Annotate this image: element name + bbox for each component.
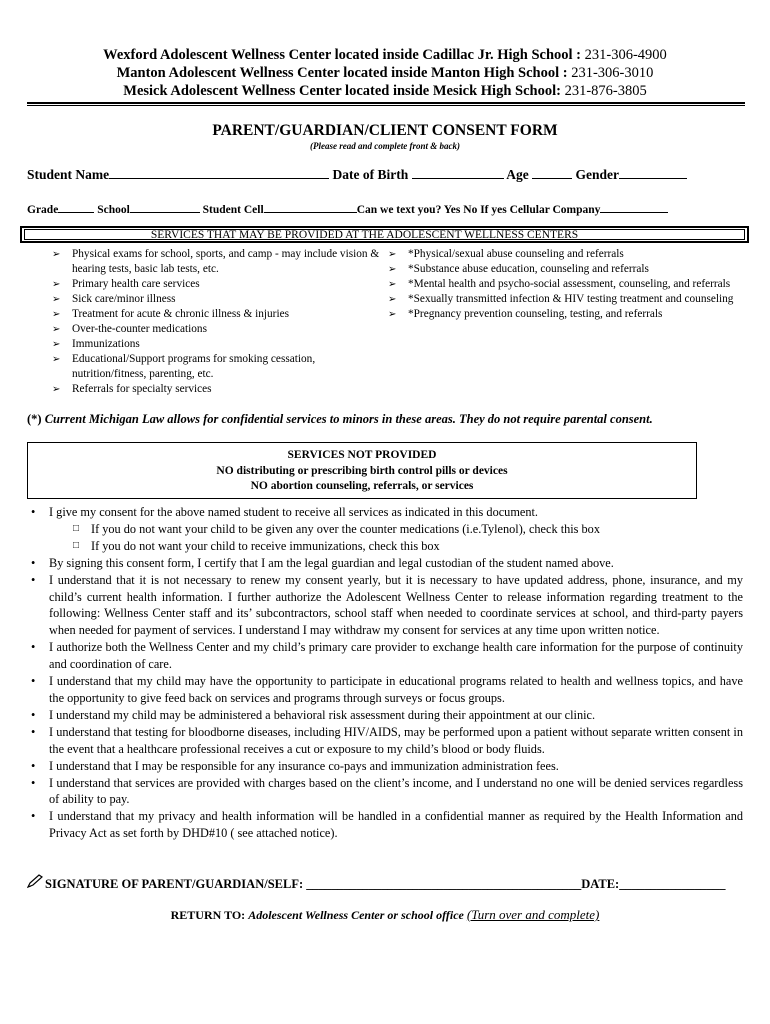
consent-item	[27, 555, 743, 572]
arrow-bullet-icon: ➢	[52, 249, 61, 260]
consent-item	[27, 639, 743, 673]
services-not-provided-box	[27, 442, 697, 499]
school-info-row	[27, 200, 668, 216]
header-mesick-phone: 231-876-3805	[564, 83, 647, 99]
optout-text: If you do not want your child to receive immunizations, check this box	[91, 538, 440, 553]
service-text: Treatment for acute & chronic illness & injuries	[72, 308, 289, 320]
consent-text: I understand that I may be responsible for any insurance co-pays and immunization administration fees.	[49, 758, 559, 773]
return-instructions	[0, 907, 770, 923]
service-text: Primary health care services	[72, 278, 200, 290]
not-provided-line-2: NO abortion counseling, referrals, or services	[250, 480, 474, 492]
service-text: *Pregnancy prevention counseling, testing, and referrals	[408, 308, 663, 320]
age-field[interactable]	[532, 166, 572, 179]
service-text: Educational/Support programs for smoking cessation, nutrition/fitness, parenting, etc.	[72, 353, 316, 380]
list-item	[52, 307, 382, 322]
signature-row	[27, 874, 725, 892]
services-title: SERVICES THAT MAY BE PROVIDED AT THE ADOLESCENT WELLNESS CENTERS	[150, 229, 579, 241]
header-manton-phone: 231-306-3010	[571, 65, 654, 81]
list-item	[388, 262, 738, 277]
bullet-icon: •	[31, 674, 36, 689]
bullet-icon: •	[31, 640, 36, 655]
not-provided-title: SERVICES NOT PROVIDED	[287, 449, 437, 461]
cellular-company-field[interactable]	[600, 200, 668, 213]
arrow-bullet-icon: ➢	[388, 249, 397, 260]
arrow-bullet-icon: ➢	[52, 354, 61, 365]
consent-text: I understand that my child may have the opportunity to participate in educational programs related to health and wellness topics, and have the opportunity to give feed back on services and programs through surveys or focus groups.	[49, 674, 743, 705]
grade-label: Grade	[27, 204, 59, 216]
student-name-label: Student Name	[27, 167, 110, 182]
header-line-wexford	[0, 46, 770, 64]
consent-item	[27, 572, 743, 640]
form-subtitle: (Please read and complete front & back)	[310, 141, 460, 151]
arrow-bullet-icon: ➢	[52, 294, 61, 305]
student-info-row	[27, 166, 687, 183]
consent-item	[27, 775, 743, 809]
bullet-icon: •	[31, 758, 36, 773]
list-item	[388, 307, 738, 322]
service-text: *Substance abuse education, counseling and referrals	[408, 263, 649, 275]
header-mesick-label: Mesick Adolescent Wellness Center located inside Mesick High School:	[123, 83, 561, 99]
optout-text: If you do not want your child to be given any over the counter medications (i.e.Tylenol), check this box	[91, 521, 600, 536]
list-item	[52, 247, 382, 277]
michigan-law-note	[27, 412, 653, 427]
service-text: *Physical/sexual abuse counseling and referrals	[408, 248, 624, 260]
checkbox-icon[interactable]: □	[73, 522, 80, 534]
date-field[interactable]: _________________	[619, 877, 726, 891]
gender-label: Gender	[575, 167, 620, 182]
services-left-list	[52, 247, 382, 397]
header-wexford-label: Wexford Adolescent Wellness Center located inside Cadillac Jr. High School :	[103, 47, 582, 63]
consent-item	[27, 673, 743, 707]
arrow-bullet-icon: ➢	[388, 279, 397, 290]
service-text: *Mental health and psycho-social assessment, counseling, and referrals	[408, 278, 731, 290]
bullet-icon: •	[31, 505, 36, 519]
bullet-icon: •	[31, 809, 36, 824]
school-field[interactable]	[130, 200, 200, 213]
bullet-icon: •	[31, 572, 36, 587]
arrow-bullet-icon: ➢	[388, 294, 397, 305]
header-line-mesick	[0, 82, 770, 100]
service-text: Immunizations	[72, 338, 140, 350]
header-rule	[27, 102, 745, 106]
consent-item	[27, 758, 743, 775]
consent-list	[27, 504, 743, 842]
arrow-bullet-icon: ➢	[52, 384, 61, 395]
list-item	[52, 277, 382, 292]
checkbox-icon[interactable]: □	[73, 539, 80, 551]
gender-field[interactable]	[619, 166, 687, 179]
student-cell-label: Student Cell	[202, 204, 264, 216]
form-title: PARENT/GUARDIAN/CLIENT CONSENT FORM	[212, 122, 558, 139]
age-label: Age	[506, 167, 529, 182]
consent-text: I give my consent for the above named student to receive all services as indicated in this document.	[49, 505, 538, 519]
consent-text: I understand that testing for bloodborne diseases, including HIV/AIDS, may be performed upon a patient without separate written consent in the event that a healthcare professional receives a cut or exposure to my child’s blood or body fluids.	[49, 724, 743, 756]
bullet-icon: •	[31, 775, 36, 790]
return-label: RETURN TO:	[170, 908, 246, 922]
arrow-bullet-icon: ➢	[52, 324, 61, 335]
service-text: Over-the-counter medications	[72, 323, 207, 335]
list-item	[52, 292, 382, 307]
consent-text: I understand that my privacy and health information will be handled in a confidential manner as required by the Health Information and Privacy Act as set forth by DHD#10 ( see attached notice).	[49, 809, 743, 841]
dob-label: Date of Birth	[332, 167, 409, 182]
consent-item	[27, 504, 743, 521]
not-provided-line-1: NO distributing or prescribing birth control pills or devices	[216, 464, 508, 477]
law-note-text: Current Michigan Law allows for confidential services to minors in these areas. They do not require parental consent.	[44, 412, 653, 426]
bullet-icon: •	[31, 724, 36, 739]
law-note-marker: (*)	[27, 412, 42, 426]
consent-item	[27, 808, 743, 842]
list-item	[52, 352, 382, 382]
student-name-field[interactable]	[109, 166, 329, 179]
service-text: Sick care/minor illness	[72, 293, 176, 305]
arrow-bullet-icon: ➢	[388, 264, 397, 275]
header-manton-label: Manton Adolescent Wellness Center located inside Manton High School :	[116, 65, 568, 81]
list-item	[52, 322, 382, 337]
arrow-bullet-icon: ➢	[388, 309, 397, 320]
header-wexford-phone: 231-306-4900	[584, 47, 667, 63]
student-cell-field[interactable]	[264, 200, 357, 213]
list-item	[388, 277, 738, 292]
list-item	[388, 247, 738, 262]
list-item	[52, 382, 382, 397]
consent-text: I understand my child may be administered a behavioral risk assessment during their appointment at our clinic.	[49, 707, 596, 722]
signature-label: SIGNATURE OF PARENT/GUARDIAN/SELF:	[45, 877, 304, 891]
consent-text: I authorize both the Wellness Center and my child’s primary care provider to exchange health care information for the purpose of continuity and coordination of care.	[49, 640, 743, 672]
consent-item	[27, 707, 743, 724]
list-item	[388, 292, 738, 307]
pen-icon	[27, 874, 45, 892]
return-text: Adolescent Wellness Center or school office	[248, 908, 464, 922]
header-line-manton	[0, 64, 770, 82]
date-label: DATE:	[581, 877, 620, 891]
consent-item	[27, 724, 743, 758]
school-label: School	[97, 204, 130, 216]
dob-field[interactable]	[412, 166, 504, 179]
bullet-icon: •	[31, 707, 36, 722]
text-question-label: Can we text you? Yes No If yes Cellular Company	[356, 204, 601, 216]
service-text: Referrals for specialty services	[72, 383, 212, 395]
immunization-optout[interactable]	[27, 538, 743, 555]
arrow-bullet-icon: ➢	[52, 339, 61, 350]
signature-field[interactable]: ____________________________________________	[306, 877, 582, 891]
consent-text: I understand that services are provided with charges based on the client’s income, and I understand no one will be denied services regardless of ability to pay.	[49, 775, 743, 807]
grade-field[interactable]	[58, 200, 94, 213]
list-item	[52, 337, 382, 352]
consent-text: I understand that it is not necessary to renew my consent yearly, but it is necessary to have updated address, phone, insurance, and my child’s current health information. I further authorize the Adolescent Wellness Center to release information regarding treatment to the following: Wellness Center staff and its’ subcontractors, school staff when needed to coordinate services at school, and third-party payers when needed for payment of services. I understand I may withdraw my consent for services at any time upon written notice.	[49, 572, 743, 638]
otc-medication-optout[interactable]	[27, 521, 743, 538]
header	[0, 46, 770, 100]
service-text: Physical exams for school, sports, and camp - may include vision & hearing tests, basic lab tests, etc.	[72, 248, 380, 275]
service-text: *Sexually transmitted infection & HIV testing treatment and counseling	[408, 293, 734, 305]
arrow-bullet-icon: ➢	[52, 309, 61, 320]
bullet-icon: •	[31, 555, 36, 570]
arrow-bullet-icon: ➢	[52, 279, 61, 290]
turn-over-note: (Turn over and complete)	[466, 907, 600, 922]
services-right-list	[388, 247, 738, 322]
consent-text: By signing this consent form, I certify that I am the legal guardian and legal custodian of the student named above.	[49, 555, 614, 570]
